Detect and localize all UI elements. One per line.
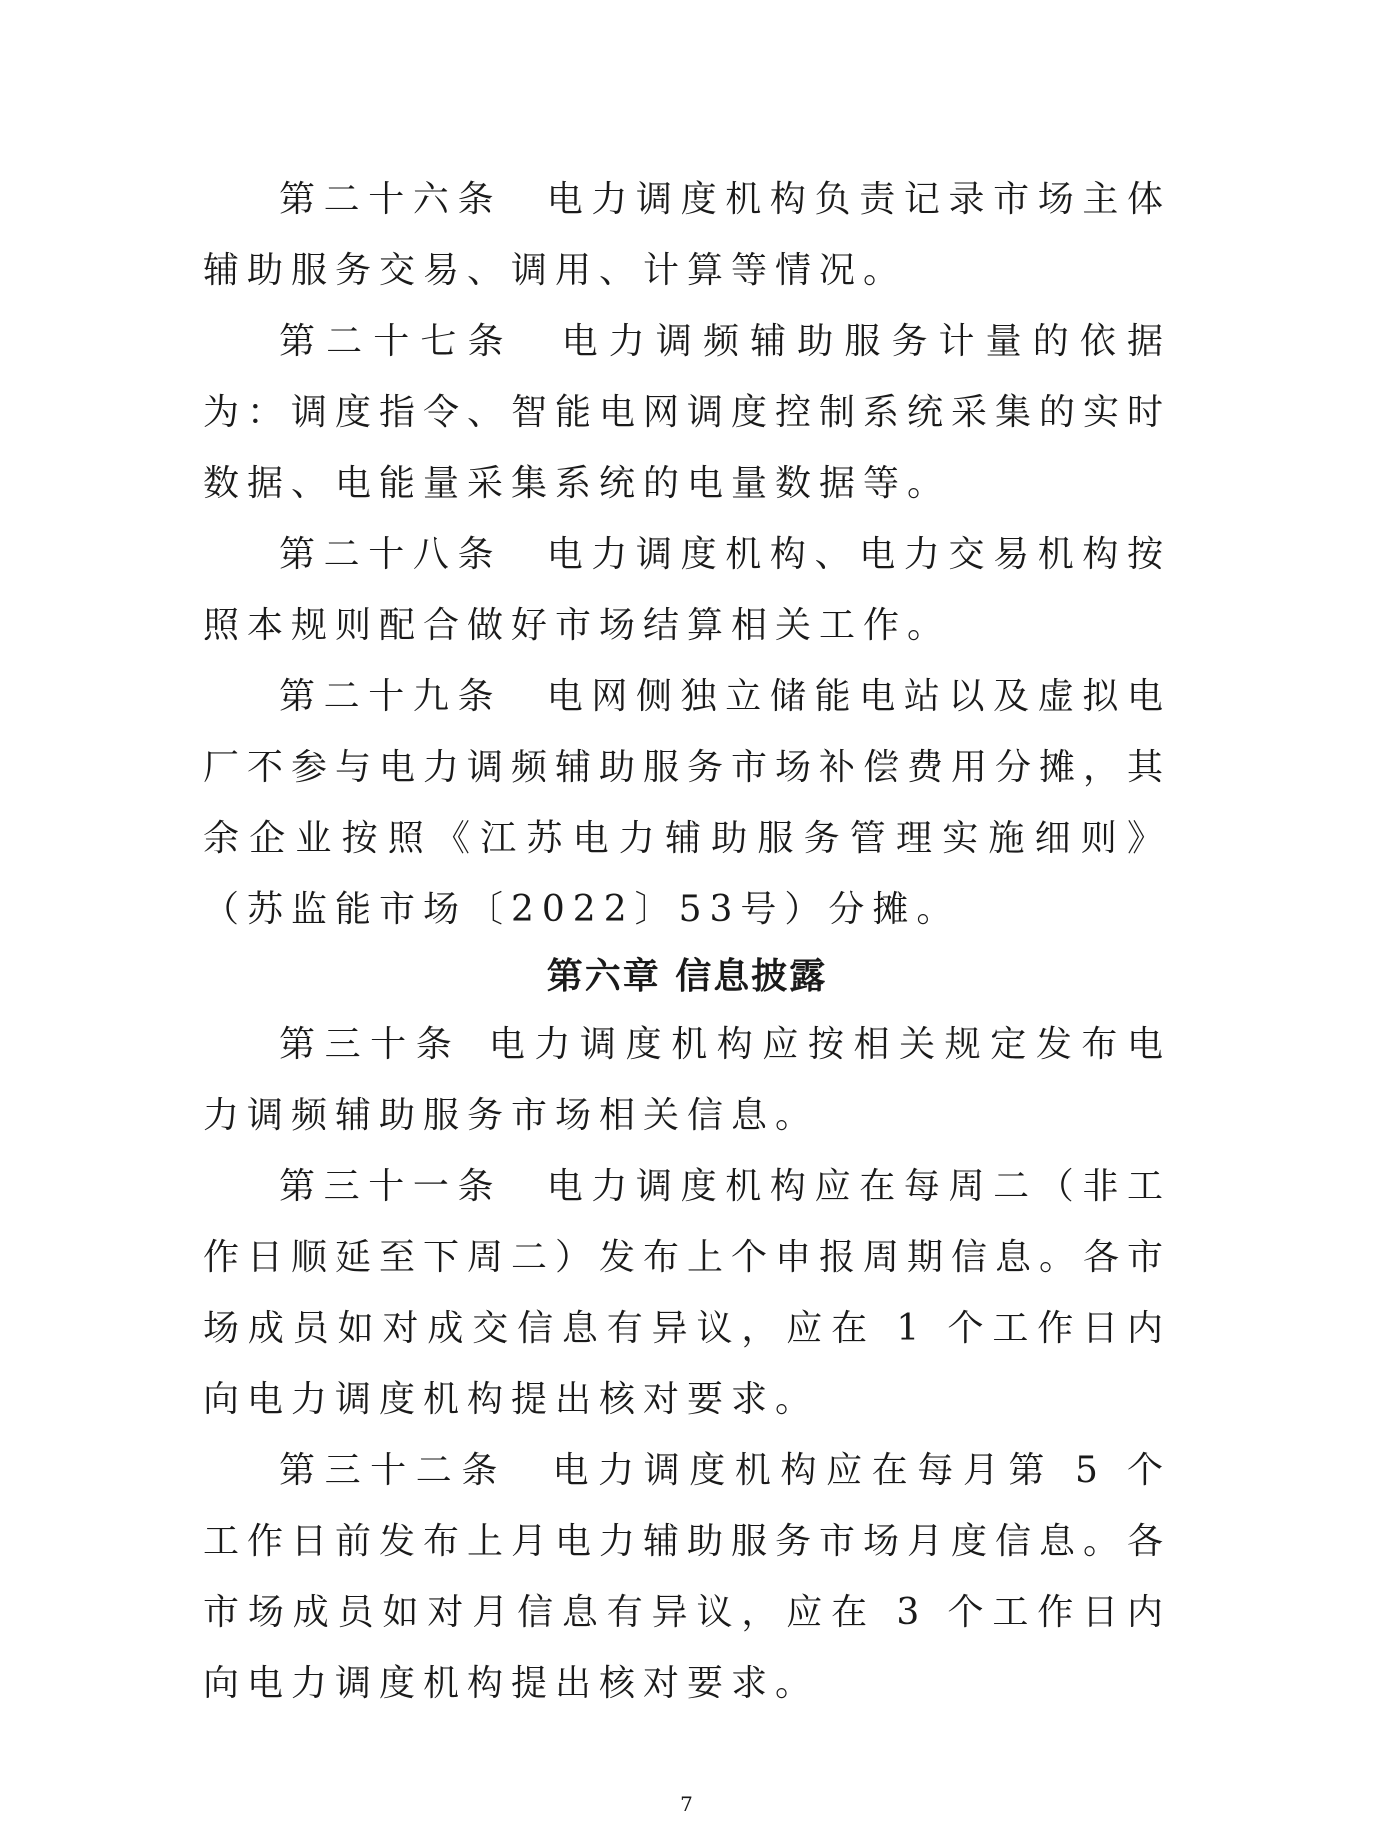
page-number: 7: [680, 1792, 693, 1816]
article-label: 第二十八条: [279, 534, 503, 575]
article-27: [203, 306, 1171, 519]
article-text: 电力调度机构、电力交易机构按照本规则配合做好市场结算相关工作。: [203, 534, 1171, 646]
chapter-title: 第六章 信息披露: [546, 956, 828, 997]
article-label: 第二十七条: [279, 321, 515, 362]
article-text: 电力调度机构应在每周二（非工作日顺延至下周二）发布上个申报周期信息。各市场成员如对成交信息有异议，应在 1 个工作日内向电力调度机构提出核对要求。: [203, 1166, 1172, 1420]
article-28: [203, 519, 1171, 661]
article-text: 电网侧独立储能电站以及虚拟电厂不参与电力调频辅助服务市场补偿费用分摊，其余企业按照《江苏电力辅助服务管理实施细则》（苏监能市场〔2022〕53号）分摊。: [203, 676, 1172, 930]
article-30: [203, 1009, 1171, 1151]
article-26: [203, 164, 1171, 306]
article-label: 第三十二条: [279, 1450, 507, 1491]
document-body: [203, 164, 1171, 1719]
article-label: 第三十条: [279, 1024, 462, 1065]
article-text: 电力调度机构应在每月第 5 个工作日前发布上月电力辅助服务市场月度信息。各市场成员如对月信息有异议，应在 3 个工作日内向电力调度机构提出核对要求。: [203, 1450, 1172, 1704]
article-31: [203, 1151, 1171, 1435]
article-32: [203, 1435, 1171, 1719]
article-label: 第三十一条: [279, 1166, 503, 1207]
article-text: 电力调度机构负责记录市场主体辅助服务交易、调用、计算等情况。: [203, 179, 1171, 291]
article-label: 第二十六条: [279, 179, 503, 220]
article-29: [203, 661, 1171, 945]
article-text: 电力调度机构应按相关规定发布电力调频辅助服务市场相关信息。: [203, 1024, 1171, 1136]
article-text: 电力调频辅助服务计量的依据为：调度指令、智能电网调度控制系统采集的实时数据、电能量采集系统的电量数据等。: [203, 321, 1172, 504]
article-label: 第二十九条: [279, 676, 503, 717]
